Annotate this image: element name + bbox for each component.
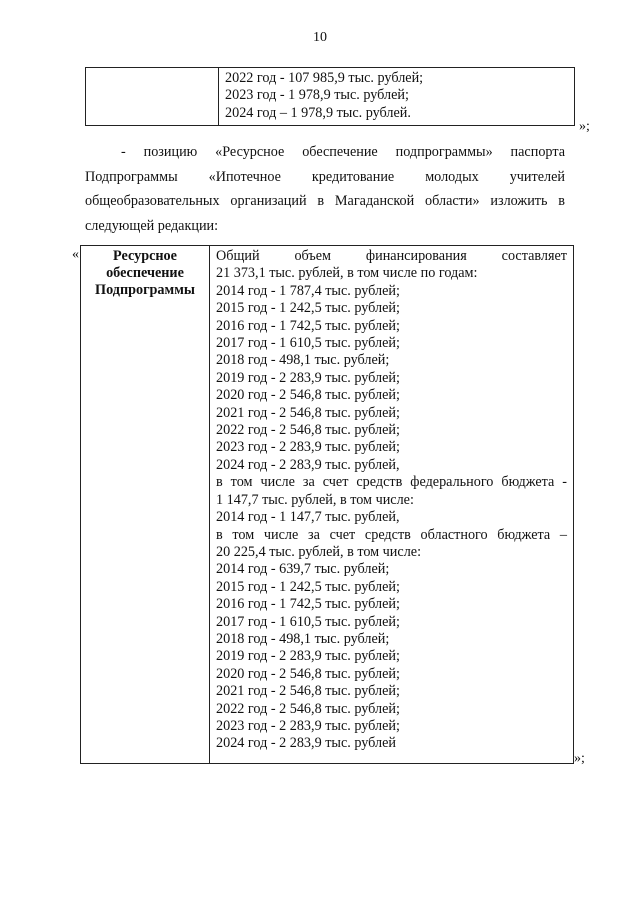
funding-line: 2022 год - 2 546,8 тыс. рублей;: [216, 700, 400, 717]
funding-line: 2018 год - 498,1 тыс. рублей;: [216, 630, 390, 647]
header-line: Ресурсное: [113, 248, 177, 264]
opening-quote: «: [72, 247, 79, 262]
funding-line: 2019 год - 2 283,9 тыс. рублей;: [216, 369, 400, 386]
funding-line: 2023 год - 1 978,9 тыс. рублей;: [225, 87, 409, 104]
funding-line: 1 147,7 тыс. рублей, в том числе:: [216, 491, 414, 508]
empty-cell: [86, 68, 219, 126]
funding-line: 2024 год - 2 283,9 тыс. рублей,: [216, 456, 400, 473]
header-cell: [81, 246, 210, 764]
funding-line: 2015 год - 1 242,5 тыс. рублей;: [216, 300, 400, 317]
funding-line: 21 373,1 тыс. рублей, в том числе по годам:: [216, 265, 478, 282]
funding-line: 2020 год - 2 546,8 тыс. рублей;: [216, 387, 400, 404]
funding-line: 2024 год - 2 283,9 тыс. рублей: [216, 735, 396, 752]
funding-line: 2021 год - 2 546,8 тыс. рублей;: [216, 683, 400, 700]
funding-line: 2020 год - 2 546,8 тыс. рублей;: [216, 665, 400, 682]
header-line: Подпрограммы: [95, 282, 195, 298]
funding-cell: [219, 68, 575, 126]
amendment-paragraph: - позицию «Ресурсное обеспечение подпрограммы» паспорта Подпрограммы «Ипотечное кредитование молодых учителей общеобразовательных организаций в Магаданской области» изложить в следующей редакции:: [85, 144, 565, 234]
funding-line: 2023 год - 2 283,9 тыс. рублей;: [216, 717, 400, 734]
funding-line: 2022 год - 107 985,9 тыс. рублей;: [225, 70, 424, 86]
funding-line: 2017 год - 1 610,5 тыс. рублей;: [216, 335, 400, 352]
funding-line: Общий объем финансирования составляет: [216, 248, 567, 264]
closing-quote: »;: [579, 119, 590, 134]
funding-line: в том числе за счет средств федерального бюджета -: [216, 474, 567, 491]
funding-line: 2014 год - 1 787,4 тыс. рублей;: [216, 282, 400, 299]
funding-line: 2016 год - 1 742,5 тыс. рублей;: [216, 596, 400, 613]
funding-line: 2022 год - 2 546,8 тыс. рублей;: [216, 422, 400, 439]
funding-cell: [210, 246, 574, 764]
funding-line: 2014 год - 639,7 тыс. рублей;: [216, 561, 390, 578]
page-number: 10: [313, 30, 327, 45]
funding-line: 2016 год - 1 742,5 тыс. рублей;: [216, 317, 400, 334]
funding-line: 20 225,4 тыс. рублей, в том числе:: [216, 543, 422, 560]
funding-line: 2017 год - 1 610,5 тыс. рублей;: [216, 613, 400, 630]
funding-line: 2018 год - 498,1 тыс. рублей;: [216, 352, 390, 369]
funding-line: в том числе за счет средств областного бюджета –: [216, 526, 567, 543]
funding-line: 2015 год - 1 242,5 тыс. рублей;: [216, 578, 400, 595]
funding-line: 2021 год - 2 546,8 тыс. рублей;: [216, 404, 400, 421]
funding-line: 2023 год - 2 283,9 тыс. рублей;: [216, 439, 400, 456]
funding-line: 2019 год - 2 283,9 тыс. рублей;: [216, 648, 400, 665]
previous-table-fragment: [85, 67, 575, 126]
resource-table: [80, 245, 574, 764]
funding-line: 2024 год – 1 978,9 тыс. рублей.: [225, 104, 411, 121]
header-line: обеспечение: [106, 265, 184, 281]
funding-line: 2014 год - 1 147,7 тыс. рублей,: [216, 509, 400, 526]
closing-quote: »;: [574, 751, 585, 766]
